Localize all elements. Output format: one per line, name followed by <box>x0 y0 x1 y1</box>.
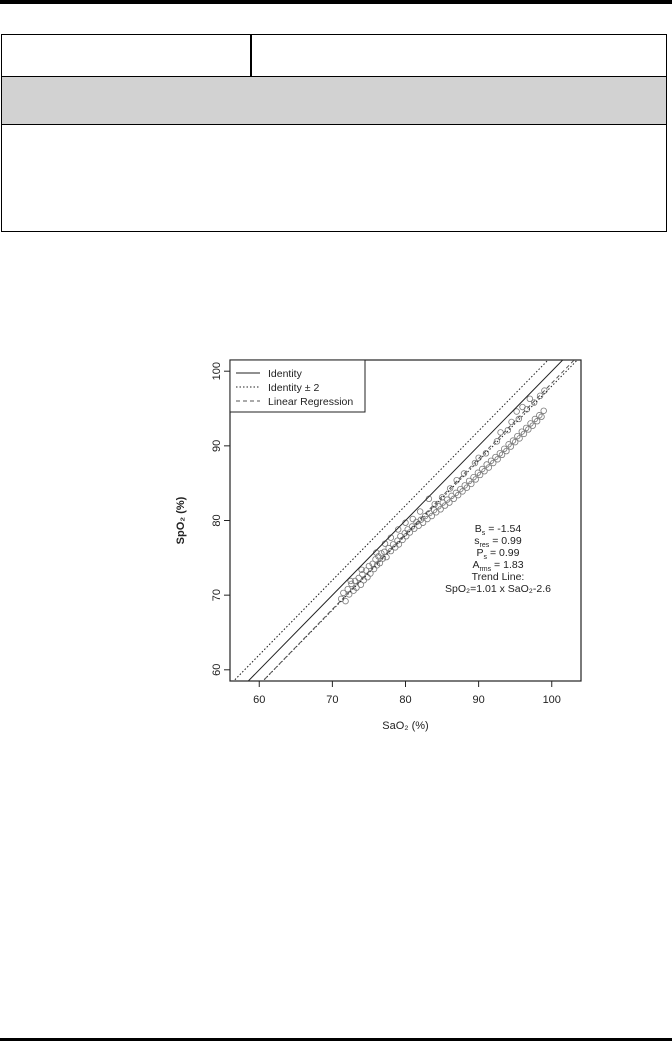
chart-svg <box>150 345 590 745</box>
data-point <box>498 430 504 436</box>
x-tick-label: 60 <box>253 694 266 706</box>
top-rule <box>0 0 672 4</box>
y-tick-label: 100 <box>211 362 223 381</box>
trend-title: Trend Line: <box>471 571 525 583</box>
data-point <box>345 586 351 592</box>
stat-text: $B_s = -1.54$ <box>474 523 522 537</box>
data-point <box>541 408 547 414</box>
legend-label: Identity ± 2 <box>268 382 320 394</box>
x-axis-label: SaO₂ (%) <box>382 720 429 732</box>
bottom-rule <box>0 1038 672 1041</box>
data-point <box>410 516 416 522</box>
spo2-vs-sao2-chart <box>150 345 590 745</box>
stat-text: $s_{res} = 0.99$ <box>474 535 522 549</box>
data-point <box>365 574 371 580</box>
x-tick-label: 90 <box>472 694 485 706</box>
table-row-2-shaded <box>2 77 666 125</box>
data-point <box>439 495 445 501</box>
trend-equation: SpO₂=1.01 x SaO₂-2.6 <box>445 583 551 595</box>
table-row-1 <box>2 35 666 77</box>
data-point <box>527 396 533 402</box>
y-axis-label: SpO₂ (%) <box>175 496 187 545</box>
y-tick-label: 70 <box>211 589 224 602</box>
table-row-3 <box>2 125 666 231</box>
x-tick-label: 100 <box>542 694 561 706</box>
data-point <box>417 509 423 515</box>
y-tick-label: 90 <box>211 439 223 452</box>
data-point <box>454 477 460 483</box>
x-tick-label: 70 <box>326 694 339 706</box>
info-table <box>1 34 667 232</box>
y-tick-label: 80 <box>211 514 223 527</box>
data-point <box>520 404 526 410</box>
legend-label: Identity <box>268 368 302 380</box>
legend-label: Linear Regression <box>268 396 354 408</box>
x-tick-label: 80 <box>399 694 412 706</box>
y-tick-label: 60 <box>211 663 223 676</box>
plot-layer <box>175 345 581 732</box>
stat-text: $A_{rms} = 1.83$ <box>472 559 524 573</box>
cell-divider <box>250 35 252 76</box>
stat-text: $P_s = 0.99$ <box>476 547 520 561</box>
